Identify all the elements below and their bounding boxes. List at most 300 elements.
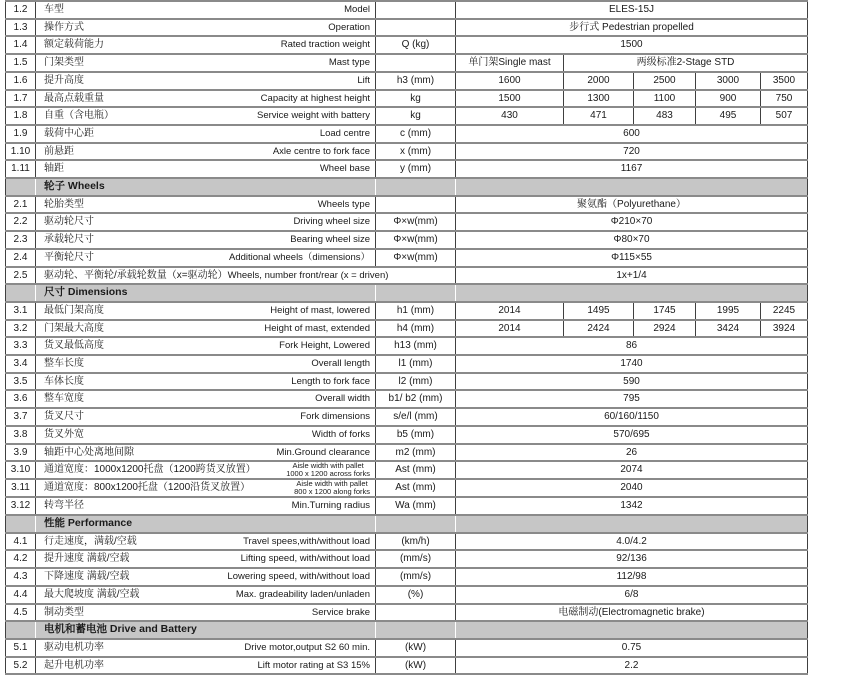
unit-cell: h4 (mm) [376,320,456,338]
value-cell: 495 [696,107,761,125]
value-cell: 1167 [456,160,808,178]
spec-label-en: Load centre [319,127,370,139]
row-number: 1.3 [6,19,36,37]
spec-label-zh: 车型 [44,4,64,15]
description-wrap [44,569,370,585]
description-wrap [44,268,450,284]
unit-cell: (kW) [376,639,456,657]
value-cell: 1100 [634,90,696,108]
spec-label-zh: 驱动轮尺寸 [44,216,94,228]
value-cell: 2245 [761,302,808,320]
row-number: 2.4 [6,249,36,267]
spec-description-cell [36,160,376,178]
row-number: 1.9 [6,125,36,143]
spec-description-cell [36,550,376,568]
value-cell: 单门架Single mast [456,54,564,72]
spec-label-en: Service weight with battery [257,110,370,122]
spec-description-cell [36,72,376,90]
unit-cell: h3 (mm) [376,72,456,90]
value-cell: 电磁制动(Electromagnetic brake) [456,604,808,622]
spec-label-en: Fork Height, Lowered [279,340,370,352]
spec-description-cell [36,337,376,355]
spec-label-en-line1: Aisle width with pallet [292,461,364,471]
spec-label-en: Bearing wheel size [290,234,370,246]
spec-description-cell [36,54,376,72]
value-cell: 1500 [456,90,564,108]
row-number: 2.3 [6,231,36,249]
spec-label-zh: 通道宽度：800x1200托盘（1200沿货叉放置） [44,482,251,494]
unit-cell: (km/h) [376,533,456,551]
row-number: 3.10 [6,461,36,479]
description-wrap [44,374,370,390]
unit-cell: kg [376,90,456,108]
spec-description-cell [36,390,376,408]
spec-description-cell [36,568,376,586]
spec-label-en: Overall width [315,393,370,405]
spec-label-zh: 驱动轮、平衡轮/承载轮数量（x=驱动轮） [44,269,228,281]
spec-description-cell [36,408,376,426]
spec-description-cell [36,36,376,54]
spec-label-zh: 承载轮尺寸 [44,234,94,246]
unit-cell: l1 (mm) [376,355,456,373]
row-number: 2.5 [6,267,36,285]
unit-cell: h13 (mm) [376,337,456,355]
section-title: 尺寸 Dimensions [36,284,376,302]
spec-label-en: Lowering speed, with/without load [227,571,370,583]
section-header-row [6,621,808,639]
row-number: 4.2 [6,550,36,568]
table-row [6,36,808,54]
spec-description-cell [36,231,376,249]
spec-label-en: Driving wheel size [293,216,370,228]
description-wrap [44,20,370,36]
table-row [6,497,808,515]
table-row [6,267,808,285]
section-header-row [6,178,808,196]
value-cell: 3424 [696,320,761,338]
value-cell: 795 [456,390,808,408]
spec-description-cell [36,302,376,320]
value-cell: 1495 [564,302,634,320]
unit-cell: c (mm) [376,125,456,143]
description-wrap [44,391,370,407]
spec-label-en: Min.Ground clearance [276,446,370,458]
row-number: 5.2 [6,657,36,675]
table-row [6,568,808,586]
row-number: 1.10 [6,143,36,161]
description-wrap [44,161,370,177]
value-cell: 2074 [456,461,808,479]
row-number: 1.7 [6,90,36,108]
row-number: 3.2 [6,320,36,338]
table-row [6,639,808,657]
value-cell: 1995 [696,302,761,320]
value-cell: 92/136 [456,550,808,568]
table-row [6,196,808,214]
row-number: 1.11 [6,160,36,178]
spec-label-zh: 门架类型 [44,57,84,69]
unit-cell: (mm/s) [376,550,456,568]
spec-label-en: Overall length [311,358,370,370]
spec-label-zh: 额定载荷能力 [44,39,104,51]
value-cell: 2924 [634,320,696,338]
value-cell: 750 [761,90,808,108]
section-title: 轮子 Wheels [36,178,376,196]
value-cell: 3000 [696,72,761,90]
value-cell: 600 [456,125,808,143]
unit-cell: Φ×w(mm) [376,213,456,231]
spec-description-cell [36,267,456,285]
unit-cell [376,54,456,72]
spec-label-zh: 最大爬坡度 满载/空载 [44,588,140,600]
value-cell: 570/695 [456,426,808,444]
value-cell: 112/98 [456,568,808,586]
spec-label-zh: 整车宽度 [44,393,84,405]
spec-description-cell [36,320,376,338]
spec-label-zh: 平衡轮尺寸 [44,251,94,263]
spec-label-en: Lift [357,74,370,86]
spec-description-cell [36,1,376,19]
description-wrap [44,445,370,461]
spec-label-en: Max. gradeability laden/unladen [235,588,370,600]
description-wrap [44,427,370,443]
value-cell: 471 [564,107,634,125]
description-wrap [44,321,370,337]
description-wrap [44,587,370,603]
unit-cell: Wa (mm) [376,497,456,515]
description-wrap [44,126,370,142]
row-number: 3.9 [6,444,36,462]
value-cell: 1x+1/4 [456,267,808,285]
spec-description-cell [36,107,376,125]
spec-label-en [286,462,370,478]
spec-label-zh: 转弯半径 [44,500,84,512]
section-header-row [6,284,808,302]
row-number: 3.12 [6,497,36,515]
row-number: 3.6 [6,390,36,408]
spec-label-en: Rated traction weight [280,39,370,51]
unit-cell: Q (kg) [376,36,456,54]
value-cell: 聚氨酯（Polyurethane） [456,196,808,214]
value-cell: 86 [456,337,808,355]
value-cell: 6/8 [456,586,808,604]
spec-label-zh: 制动类型 [44,606,84,618]
spec-label-en: Width of forks [311,428,370,440]
spec-description-cell [36,249,376,267]
spec-label-en: Drive motor,output S2 60 min. [244,641,370,653]
unit-cell: (kW) [376,657,456,675]
section-value-cell [456,621,808,639]
table-row [6,320,808,338]
spec-description-cell [36,125,376,143]
value-cell: 3924 [761,320,808,338]
spec-label-zh: 轮胎类型 [44,198,84,210]
table-row [6,586,808,604]
section-unit-cell [376,621,456,639]
row-number: 4.1 [6,533,36,551]
spec-label-zh: 门架最大高度 [44,322,104,334]
spec-description-cell [36,19,376,37]
section-unit-cell [376,515,456,533]
spec-label-zh: 最低门架高度 [44,304,104,316]
spec-label-en-line1: Aisle width with pallet [296,479,368,489]
spec-description-cell [36,639,376,657]
spec-description-cell [36,461,376,479]
value-cell: 720 [456,143,808,161]
value-cell: 步行式 Pedestrian propelled [456,19,808,37]
spec-label-en: Lifting speed, with/without load [240,553,370,565]
description-wrap [44,37,370,53]
table-row [6,213,808,231]
value-cell: 1500 [456,36,808,54]
section-number-cell [6,178,36,196]
spec-label-en: Wheels, number front/rear (x = driven) [227,269,389,281]
spec-description-cell [36,497,376,515]
row-number: 2.1 [6,196,36,214]
spec-label-en: Length to fork face [291,375,370,387]
spec-label-zh: 提升速度 满载/空载 [44,553,130,565]
spec-label-en-line2: 800 x 1200 along forks [294,487,370,497]
row-number: 4.4 [6,586,36,604]
spec-label-zh: 车体长度 [44,375,84,387]
description-wrap [44,338,370,354]
description-wrap [44,197,370,213]
spec-label-en: Height of mast, lowered [270,304,370,316]
description-wrap [44,605,370,621]
specification-table [5,0,808,675]
spec-label-zh: 驱动电机功率 [44,641,104,653]
unit-cell: Ast (mm) [376,479,456,497]
description-wrap [44,356,370,372]
description-wrap [44,232,370,248]
spec-label-en-line2: 1000 x 1200 across forks [286,469,370,479]
table-row [6,1,808,19]
row-number: 1.4 [6,36,36,54]
spec-label-en: Service brake [311,606,370,618]
spec-label-en: Axle centre to fork face [272,145,370,157]
description-wrap [44,480,370,496]
spec-label-en: Min.Turning radius [291,500,370,512]
value-cell: ELES-15J [456,1,808,19]
value-cell: 两级标准2-Stage STD [564,54,808,72]
row-number: 3.7 [6,408,36,426]
unit-cell [376,196,456,214]
spec-label-zh: 操作方式 [44,21,84,33]
spec-description-cell [36,143,376,161]
spec-label-en: Fork dimensions [300,411,370,423]
table-row [6,19,808,37]
value-cell: 0.75 [456,639,808,657]
table-row [6,302,808,320]
description-wrap [44,73,370,89]
spec-label-en: Wheel base [319,163,370,175]
section-title: 电机和蓄电池 Drive and Battery [36,621,376,639]
spec-label-zh: 起升电机功率 [44,659,104,671]
description-wrap [44,144,370,160]
table-row [6,461,808,479]
value-cell: 26 [456,444,808,462]
unit-cell: b5 (mm) [376,426,456,444]
spec-label-en: Additional wheels（dimensions） [229,251,370,263]
table-row [6,390,808,408]
value-cell: 60/160/1150 [456,408,808,426]
spec-description-cell [36,586,376,604]
description-wrap [44,534,370,550]
table-row [6,533,808,551]
table-row [6,143,808,161]
value-cell: 483 [634,107,696,125]
table-row [6,160,808,178]
spec-label-zh: 前悬距 [44,145,74,157]
spec-label-en: Model [344,4,370,15]
value-cell: 2040 [456,479,808,497]
description-wrap [44,409,370,425]
row-number: 1.2 [6,1,36,19]
table-row [6,72,808,90]
unit-cell: s/e/l (mm) [376,408,456,426]
row-number: 1.5 [6,54,36,72]
row-number: 3.3 [6,337,36,355]
value-cell: 1740 [456,355,808,373]
value-cell: 2014 [456,302,564,320]
description-wrap [44,250,370,266]
table-row [6,444,808,462]
value-cell: Φ210×70 [456,213,808,231]
description-wrap [44,658,370,674]
table-row [6,550,808,568]
spec-label-en: Capacity at highest height [260,92,370,104]
section-title: 性能 Performance [36,515,376,533]
section-unit-cell [376,284,456,302]
description-wrap [44,214,370,230]
row-number: 4.3 [6,568,36,586]
value-cell: 2014 [456,320,564,338]
table-row [6,657,808,675]
section-number-cell [6,284,36,302]
value-cell: 590 [456,373,808,391]
spec-description-cell [36,444,376,462]
value-cell: 507 [761,107,808,125]
spec-label-zh: 货叉外宽 [44,428,84,440]
description-wrap [44,498,370,514]
row-number: 3.1 [6,302,36,320]
spec-label-zh: 行走速度，满载/空载 [44,535,137,547]
spec-label-zh: 提升高度 [44,74,84,86]
spec-label-en: Travel spees,with/without load [243,535,370,547]
spec-label-zh: 轴距 [44,163,64,175]
value-cell: 1600 [456,72,564,90]
table-row [6,408,808,426]
value-cell: 2000 [564,72,634,90]
unit-cell: (mm/s) [376,568,456,586]
table-row [6,337,808,355]
spec-label-zh: 整车长度 [44,358,84,370]
table-row [6,355,808,373]
spec-label-en [294,480,370,496]
unit-cell: Φ×w(mm) [376,249,456,267]
unit-cell: l2 (mm) [376,373,456,391]
unit-cell [376,1,456,19]
description-wrap [44,55,370,71]
spec-description-cell [36,604,376,622]
table-row [6,125,808,143]
row-number: 3.8 [6,426,36,444]
value-cell: Φ80×70 [456,231,808,249]
table-row [6,249,808,267]
value-cell: 4.0/4.2 [456,533,808,551]
table-row [6,426,808,444]
row-number: 2.2 [6,213,36,231]
description-wrap [44,91,370,107]
spec-description-cell [36,533,376,551]
spec-description-cell [36,373,376,391]
row-number: 3.5 [6,373,36,391]
row-number: 1.6 [6,72,36,90]
unit-cell: Ast (mm) [376,461,456,479]
spec-description-cell [36,213,376,231]
table-row [6,231,808,249]
section-value-cell [456,515,808,533]
spec-description-cell [36,90,376,108]
value-cell: 430 [456,107,564,125]
value-cell: 2424 [564,320,634,338]
table-row [6,90,808,108]
section-number-cell [6,515,36,533]
spec-label-zh: 载荷中心距 [44,127,94,139]
spec-label-en: Mast type [328,57,370,69]
table-row [6,604,808,622]
value-cell: 3500 [761,72,808,90]
description-wrap [44,462,370,478]
spec-label-zh: 货叉尺寸 [44,411,84,423]
spec-description-cell [36,426,376,444]
table-row [6,107,808,125]
spec-label-en: Wheels type [317,198,370,210]
value-cell: 2500 [634,72,696,90]
unit-cell: x (mm) [376,143,456,161]
section-header-row [6,515,808,533]
spec-description-cell [36,479,376,497]
table-row [6,54,808,72]
value-cell: Φ115×55 [456,249,808,267]
unit-cell: m2 (mm) [376,444,456,462]
spec-label-zh: 轴距中心处离地间隙 [44,446,134,458]
value-cell: 1300 [564,90,634,108]
spec-label-zh: 下降速度 满载/空载 [44,571,130,583]
table-row [6,479,808,497]
value-cell: 2.2 [456,657,808,675]
description-wrap [44,640,370,656]
spec-label-zh: 自重（含电瓶） [44,110,114,122]
unit-cell: h1 (mm) [376,302,456,320]
row-number: 3.4 [6,355,36,373]
unit-cell: y (mm) [376,160,456,178]
unit-cell: b1/ b2 (mm) [376,390,456,408]
value-cell: 1342 [456,497,808,515]
unit-cell: (%) [376,586,456,604]
unit-cell [376,19,456,37]
value-cell: 1745 [634,302,696,320]
spec-label-zh: 最高点载重量 [44,92,104,104]
section-number-cell [6,621,36,639]
spec-label-en: Lift motor rating at S3 15% [257,659,370,671]
unit-cell [376,604,456,622]
description-wrap [44,108,370,124]
spec-label-zh: 通道宽度：1000x1200托盘（1200跨货叉放置） [44,464,256,476]
unit-cell: Φ×w(mm) [376,231,456,249]
row-number: 3.11 [6,479,36,497]
spec-label-en: Operation [328,21,370,33]
